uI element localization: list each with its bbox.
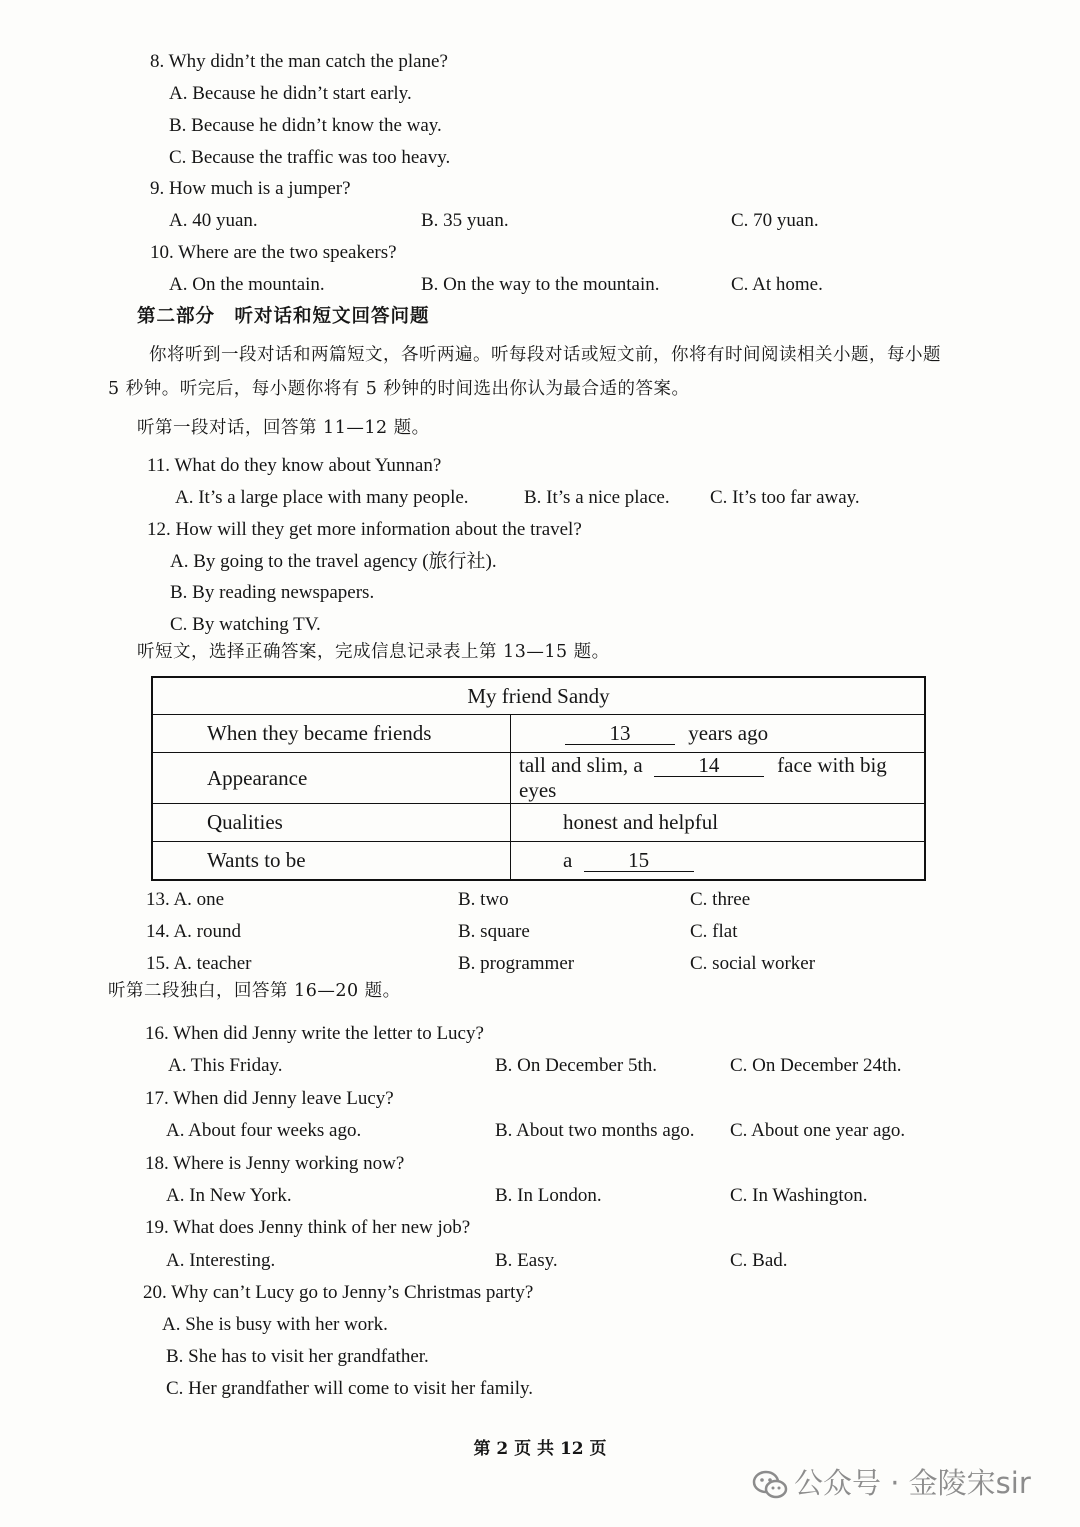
question-8-option-b: B. Because he didn’t know the way. bbox=[169, 115, 442, 136]
dialog-instructions: 听第一段对话，回答第 11—12 题。 bbox=[137, 418, 430, 438]
question-16-stem: 16. When did Jenny write the letter to Lucy? bbox=[145, 1023, 484, 1044]
question-8-stem: 8. Why didn’t the man catch the plane? bbox=[150, 51, 448, 72]
question-19-option-a: A. Interesting. bbox=[166, 1250, 276, 1271]
table-value-text: a bbox=[563, 848, 573, 872]
question-18-option-b: B. In London. bbox=[495, 1185, 602, 1206]
table-value-text: tall and slim, a bbox=[519, 753, 643, 777]
question-12-option-c: C. By watching TV. bbox=[170, 614, 321, 635]
question-20-option-a: A. She is busy with her work. bbox=[162, 1314, 388, 1335]
question-20-option-c: C. Her grandfather will come to visit her family. bbox=[166, 1378, 534, 1399]
table-value bbox=[511, 715, 926, 753]
question-9-option-a: A. 40 yuan. bbox=[169, 210, 258, 231]
question-8-option-a: A. Because he didn’t start early. bbox=[169, 83, 412, 104]
question-15-option-b: B. programmer bbox=[458, 953, 575, 974]
question-15-option-a: 15. A. teacher bbox=[146, 953, 252, 974]
instructions-line-1: 你将听到一段对话和两篇短文，各听两遍。听每段对话或短文前，你将有时间阅读相关小题，每小题 bbox=[149, 345, 941, 365]
question-17-option-c: C. About one year ago. bbox=[730, 1120, 906, 1141]
table-value-text: years ago bbox=[688, 721, 769, 745]
table-label: Qualities bbox=[152, 804, 511, 842]
question-10-option-c: C. At home. bbox=[731, 274, 823, 295]
watermark-text: 公众号 · 金陵宋sir bbox=[794, 1466, 1031, 1500]
question-15-option-c: C. social worker bbox=[690, 953, 816, 974]
question-14-option-a: 14. A. round bbox=[146, 921, 241, 942]
question-11-option-a: A. It’s a large place with many people. bbox=[175, 487, 469, 508]
question-8-option-c: C. Because the traffic was too heavy. bbox=[169, 147, 451, 168]
table-row bbox=[152, 715, 925, 753]
blank-14: 14 bbox=[654, 754, 764, 777]
table-value-text: face with big eyes bbox=[519, 753, 887, 802]
question-13-option-a: 13. A. one bbox=[146, 889, 225, 910]
question-18-stem: 18. Where is Jenny working now? bbox=[145, 1153, 405, 1174]
question-19-option-b: B. Easy. bbox=[495, 1250, 558, 1271]
question-10-option-b: B. On the way to the mountain. bbox=[421, 274, 660, 295]
question-20-stem: 20. Why can’t Lucy go to Jenny’s Christmas party? bbox=[143, 1282, 534, 1303]
question-18-option-c: C. In Washington. bbox=[730, 1185, 868, 1206]
question-11-option-c: C. It’s too far away. bbox=[710, 487, 860, 508]
wechat-icon bbox=[752, 1470, 788, 1500]
table-value bbox=[511, 753, 926, 804]
table-row bbox=[152, 842, 925, 881]
watermark bbox=[752, 1461, 1031, 1502]
question-16-option-a: A. This Friday. bbox=[168, 1055, 283, 1076]
question-16-option-b: B. On December 5th. bbox=[495, 1055, 657, 1076]
question-17-stem: 17. When did Jenny leave Lucy? bbox=[145, 1088, 394, 1109]
question-19-option-c: C. Bad. bbox=[730, 1250, 788, 1271]
question-12-option-b: B. By reading newspapers. bbox=[170, 582, 375, 603]
table-label: When they became friends bbox=[152, 715, 511, 753]
blank-15: 15 bbox=[584, 849, 694, 872]
question-18-option-a: A. In New York. bbox=[166, 1185, 292, 1206]
question-20-option-b: B. She has to visit her grandfather. bbox=[166, 1346, 429, 1367]
table-value bbox=[511, 842, 926, 881]
question-19-stem: 19. What does Jenny think of her new job? bbox=[145, 1217, 471, 1238]
question-9-option-c: C. 70 yuan. bbox=[731, 210, 819, 231]
question-11-option-b: B. It’s a nice place. bbox=[524, 487, 670, 508]
question-14-option-c: C. flat bbox=[690, 921, 738, 942]
blank-13: 13 bbox=[565, 722, 675, 745]
question-12-stem: 12. How will they get more information about the travel? bbox=[147, 519, 582, 540]
question-13-option-c: C. three bbox=[690, 889, 751, 910]
section-heading: 第二部分 听对话和短文回答问题 bbox=[137, 306, 430, 327]
page-number: 第 2 页 共 12 页 bbox=[473, 1439, 607, 1459]
question-9-option-b: B. 35 yuan. bbox=[421, 210, 509, 231]
question-17-option-b: B. About two months ago. bbox=[495, 1120, 695, 1141]
table-title: My friend Sandy bbox=[152, 677, 925, 715]
table-label: Wants to be bbox=[152, 842, 511, 881]
table-label: Appearance bbox=[152, 753, 511, 804]
instructions-line-2: 5 秒钟。听完后，每小题你将有 5 秒钟的时间选出你认为最合适的答案。 bbox=[108, 379, 690, 399]
table-value-text: honest and helpful bbox=[563, 810, 719, 834]
question-13-option-b: B. two bbox=[458, 889, 509, 910]
question-16-option-c: C. On December 24th. bbox=[730, 1055, 902, 1076]
question-9-stem: 9. How much is a jumper? bbox=[150, 178, 351, 199]
monologue-instructions: 听第二段独白，回答第 16—20 题。 bbox=[108, 981, 401, 1001]
question-14-option-b: B. square bbox=[458, 921, 530, 942]
table-row bbox=[152, 677, 925, 715]
passage-instructions: 听短文，选择正确答案，完成信息记录表上第 13—15 题。 bbox=[137, 642, 610, 662]
info-record-table bbox=[151, 676, 926, 881]
question-17-option-a: A. About four weeks ago. bbox=[166, 1120, 362, 1141]
question-10-stem: 10. Where are the two speakers? bbox=[150, 242, 397, 263]
table-value bbox=[511, 804, 926, 842]
table-row bbox=[152, 804, 925, 842]
question-12-option-a: A. By going to the travel agency (旅行社). bbox=[170, 551, 497, 572]
question-10-option-a: A. On the mountain. bbox=[169, 274, 325, 295]
table-row bbox=[152, 753, 925, 804]
question-11-stem: 11. What do they know about Yunnan? bbox=[147, 455, 442, 476]
